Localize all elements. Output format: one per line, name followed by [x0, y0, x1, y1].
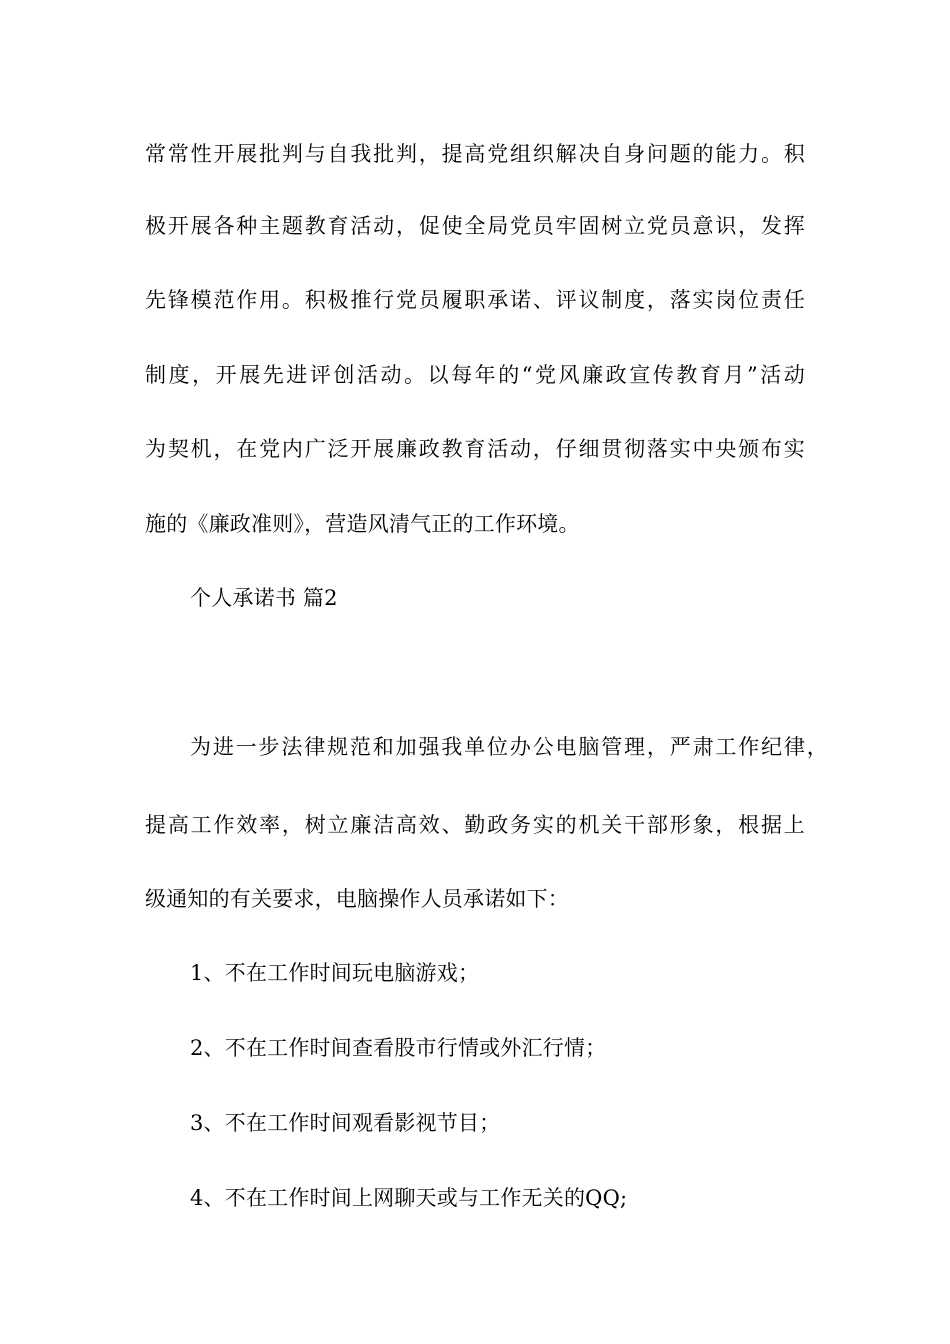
- list-item: 3、不在工作时间观看影视节目；: [190, 1111, 501, 1135]
- paragraph-line: 为契机，在党内广泛开展廉政教育活动，仔细贯彻落实中央颁布实: [145, 437, 805, 461]
- list-item: 4、不在工作时间上网聊天或与工作无关的QQ;: [190, 1186, 628, 1210]
- paragraph-line: 为进一步法律规范和加强我单位办公电脑管理，严肃工作纪律，: [190, 735, 828, 759]
- paragraph-line: 级通知的有关要求，电脑操作人员承诺如下：: [145, 887, 569, 911]
- paragraph-line: 施的《廉政准则》，营造风清气正的工作环境。: [145, 512, 580, 536]
- paragraph-line: 常常性开展批判与自我批判，提高党组织解决自身问题的能力。积: [145, 142, 805, 166]
- list-item: 1、不在工作时间玩电脑游戏；: [190, 961, 480, 985]
- paragraph-line: 提高工作效率，树立廉洁高效、勤政务实的机关干部形象，根据上: [145, 813, 805, 837]
- paragraph-line: 先锋模范作用。积极推行党员履职承诺、评议制度，落实岗位责任: [145, 288, 805, 312]
- list-item: 2、不在工作时间查看股市行情或外汇行情；: [190, 1036, 607, 1060]
- section-title: 个人承诺书 篇2: [190, 586, 338, 610]
- paragraph-line: 制度，开展先进评创活动。以每年的“党风廉政宣传教育月”活动: [145, 363, 805, 387]
- paragraph-line: 极开展各种主题教育活动，促使全局党员牢固树立党员意识，发挥: [145, 214, 805, 238]
